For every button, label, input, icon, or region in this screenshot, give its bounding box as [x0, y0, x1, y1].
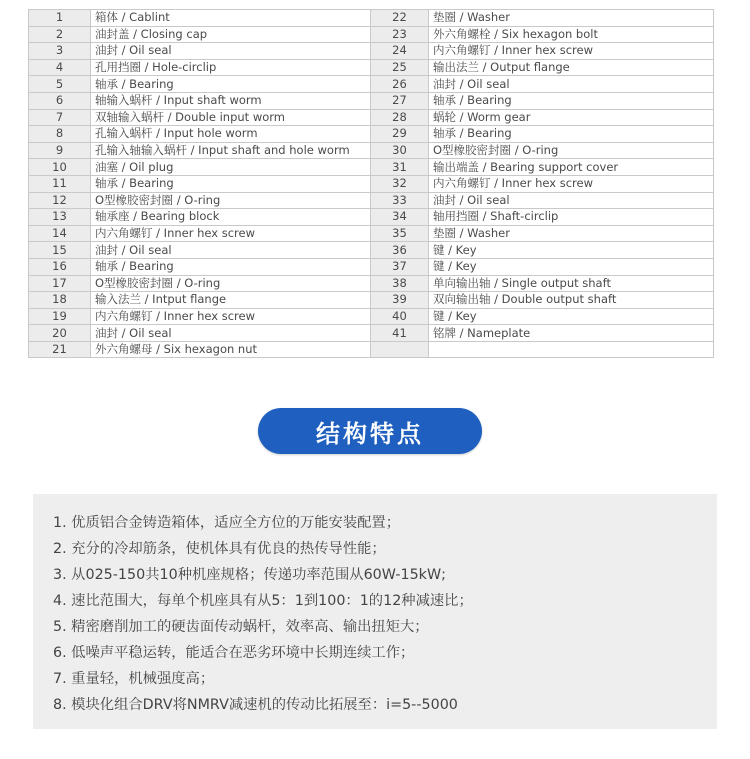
- part-number: 1: [29, 10, 91, 27]
- part-name: 孔输入蜗杆 / Input hole worm: [91, 126, 371, 143]
- part-name: 孔用挡圈 / Hole-circlip: [91, 59, 371, 76]
- part-number: 36: [371, 242, 429, 259]
- part-number: 27: [371, 92, 429, 109]
- part-number: 31: [371, 159, 429, 176]
- table-row: [29, 308, 714, 325]
- part-name: 油封 / Oil seal: [429, 192, 714, 209]
- part-name: 键 / Key: [429, 242, 714, 259]
- table-row: [29, 59, 714, 76]
- table-row: [29, 159, 714, 176]
- part-number: 14: [29, 225, 91, 242]
- part-name: 输出法兰 / Output flange: [429, 59, 714, 76]
- part-number: 20: [29, 325, 91, 342]
- part-name: 油封 / Oil seal: [429, 76, 714, 93]
- part-number: 40: [371, 308, 429, 325]
- part-number: 39: [371, 292, 429, 309]
- table-row: [29, 209, 714, 226]
- part-name: O型橡胶密封圈 / O-ring: [91, 192, 371, 209]
- part-name: 箱体 / Cablint: [91, 10, 371, 27]
- empty-cell: [371, 341, 429, 358]
- table-row: [29, 258, 714, 275]
- part-number: 3: [29, 43, 91, 60]
- table-row: [29, 225, 714, 242]
- table-row: [29, 10, 714, 27]
- table-row: [29, 43, 714, 60]
- section-title: 结构特点: [258, 408, 482, 454]
- part-name: 双向输出轴 / Double output shaft: [429, 292, 714, 309]
- part-number: 17: [29, 275, 91, 292]
- features-panel: [33, 494, 717, 729]
- part-name: 双轴输入蜗杆 / Double input worm: [91, 109, 371, 126]
- feature-item: 2. 充分的冷却筋条，使机体具有优良的热传导性能；: [53, 541, 386, 557]
- part-name: 键 / Key: [429, 258, 714, 275]
- part-number: 41: [371, 325, 429, 342]
- part-number: 32: [371, 175, 429, 192]
- part-number: 23: [371, 26, 429, 43]
- feature-item: 6. 低噪声平稳运转，能适合在恶劣环境中长期连续工作；: [53, 645, 415, 661]
- part-number: 37: [371, 258, 429, 275]
- part-name: 铭牌 / Nameplate: [429, 325, 714, 342]
- part-name: 油封 / Oil seal: [91, 325, 371, 342]
- feature-item: 4. 速比范围大，每单个机座具有从5：1到100：1的12种减速比；: [53, 593, 473, 609]
- part-name: 输出端盖 / Bearing support cover: [429, 159, 714, 176]
- part-name: 蜗轮 / Worm gear: [429, 109, 714, 126]
- part-number: 19: [29, 308, 91, 325]
- feature-item: 3. 从025-150共10种机座规格；传递功率范围从60W-15kW;: [53, 567, 446, 583]
- part-name: 内六角螺钉 / Inner hex screw: [91, 308, 371, 325]
- part-number: 12: [29, 192, 91, 209]
- part-number: 13: [29, 209, 91, 226]
- feature-item: 7. 重量轻，机械强度高；: [53, 671, 215, 687]
- part-number: 11: [29, 175, 91, 192]
- part-name: 油封盖 / Closing cap: [91, 26, 371, 43]
- part-number: 30: [371, 142, 429, 159]
- part-number: 24: [371, 43, 429, 60]
- part-name: 轴承 / Bearing: [429, 126, 714, 143]
- part-name: 单向输出轴 / Single output shaft: [429, 275, 714, 292]
- part-name: 孔输入轴输入蜗杆 / Input shaft and hole worm: [91, 142, 371, 159]
- part-name: 垫圈 / Washer: [429, 225, 714, 242]
- table-row: [29, 275, 714, 292]
- table-row: [29, 92, 714, 109]
- table-row: [29, 76, 714, 93]
- part-name: 轴用挡圈 / Shaft-circlip: [429, 209, 714, 226]
- table-row: [29, 325, 714, 342]
- table-row: [29, 126, 714, 143]
- part-number: 6: [29, 92, 91, 109]
- part-number: 5: [29, 76, 91, 93]
- table-row: [29, 109, 714, 126]
- part-number: 34: [371, 209, 429, 226]
- part-number: 16: [29, 258, 91, 275]
- part-number: 4: [29, 59, 91, 76]
- part-name: 轴输入蜗杆 / Input shaft worm: [91, 92, 371, 109]
- part-name: 轴承 / Bearing: [91, 258, 371, 275]
- parts-table-body: [29, 10, 714, 358]
- part-number: 8: [29, 126, 91, 143]
- part-number: 35: [371, 225, 429, 242]
- part-name: 内六角螺钉 / Inner hex screw: [91, 225, 371, 242]
- part-name: 内六角螺钉 / Inner hex screw: [429, 175, 714, 192]
- part-number: 7: [29, 109, 91, 126]
- part-number: 22: [371, 10, 429, 27]
- part-number: 38: [371, 275, 429, 292]
- part-number: 33: [371, 192, 429, 209]
- part-name: 油封 / Oil seal: [91, 43, 371, 60]
- part-name: 内六角螺钉 / Inner hex screw: [429, 43, 714, 60]
- part-name: 轴承 / Bearing: [91, 175, 371, 192]
- part-name: 油塞 / Oil plug: [91, 159, 371, 176]
- part-name: O型橡胶密封圈 / O-ring: [91, 275, 371, 292]
- parts-table: [28, 9, 714, 358]
- part-name: 轴承 / Bearing: [91, 76, 371, 93]
- feature-item: 5. 精密磨削加工的硬齿面传动蜗杆，效率高、输出扭矩大；: [53, 619, 429, 635]
- table-row: [29, 341, 714, 358]
- part-name: 垫圈 / Washer: [429, 10, 714, 27]
- feature-item: 1. 优质铝合金铸造箱体，适应全方位的万能安装配置；: [53, 515, 401, 531]
- part-number: 9: [29, 142, 91, 159]
- part-name: 油封 / Oil seal: [91, 242, 371, 259]
- part-name: 输入法兰 / Intput flange: [91, 292, 371, 309]
- part-name: 轴承 / Bearing: [429, 92, 714, 109]
- part-number: 28: [371, 109, 429, 126]
- part-number: 18: [29, 292, 91, 309]
- part-number: 10: [29, 159, 91, 176]
- table-row: [29, 142, 714, 159]
- part-name: O型橡胶密封圈 / O-ring: [429, 142, 714, 159]
- table-row: [29, 175, 714, 192]
- feature-item: 8. 模块化组合DRV将NMRV减速机的传动比拓展至：i=5--5000: [53, 697, 458, 713]
- part-name: 外六角螺栓 / Six hexagon bolt: [429, 26, 714, 43]
- table-row: [29, 242, 714, 259]
- table-row: [29, 192, 714, 209]
- table-row: [29, 26, 714, 43]
- part-number: 15: [29, 242, 91, 259]
- part-number: 21: [29, 341, 91, 358]
- part-number: 2: [29, 26, 91, 43]
- empty-cell: [429, 341, 714, 358]
- part-name: 键 / Key: [429, 308, 714, 325]
- part-number: 25: [371, 59, 429, 76]
- part-number: 29: [371, 126, 429, 143]
- part-name: 轴承座 / Bearing block: [91, 209, 371, 226]
- part-number: 26: [371, 76, 429, 93]
- table-row: [29, 292, 714, 309]
- part-name: 外六角螺母 / Six hexagon nut: [91, 341, 371, 358]
